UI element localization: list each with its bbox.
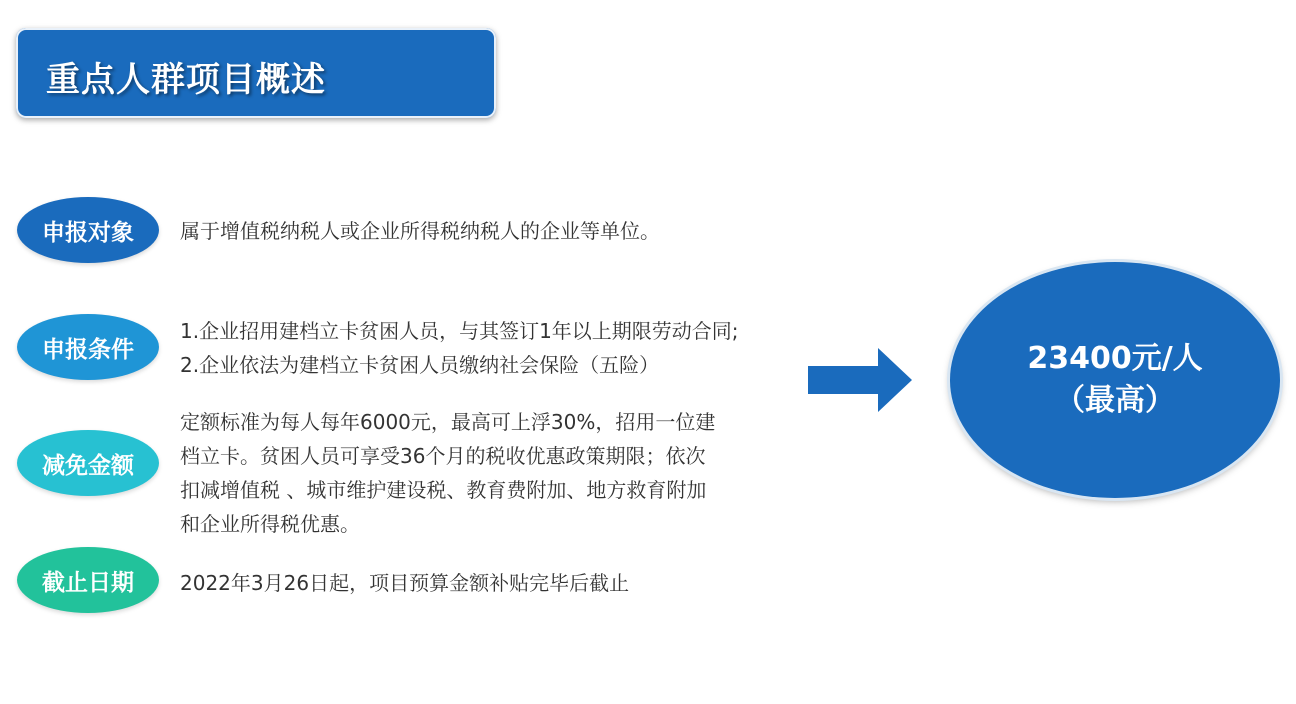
text-line: 档立卡。贫困人员可享受36个月的税收优惠政策期限；依次 — [180, 444, 706, 468]
text-line: 扣减增值税 、城市维护建设税、教育费附加、地方救育附加 — [180, 478, 707, 502]
text-line: 属于增值税纳税人或企业所得税纳税人的企业等单位。 — [180, 219, 660, 243]
label-deadline: 截止日期 — [17, 547, 159, 613]
label-apply-target: 申报对象 — [17, 197, 159, 263]
text-line: 定额标准为每人每年6000元，最高可上浮30%，招用一位建 — [180, 410, 716, 434]
max-amount-value: 23400元/人 — [1027, 341, 1203, 376]
text-line: 1.企业招用建档立卡贫困人员，与其签订1年以上期限劳动合同; — [180, 319, 739, 343]
max-amount-circle — [950, 262, 1280, 498]
max-amount-note: （最高） — [1055, 383, 1175, 418]
apply-conditions-text — [180, 314, 739, 382]
text-line: 2.企业依法为建档立卡贫困人员缴纳社会保险（五险） — [180, 353, 660, 377]
deadline-text — [180, 566, 629, 600]
right-arrow-icon — [808, 348, 914, 412]
title-banner — [16, 28, 496, 118]
reduction-amount-text — [180, 405, 715, 541]
label-reduction-amount: 减免金额 — [17, 430, 159, 496]
label-apply-conditions: 申报条件 — [17, 314, 159, 380]
text-line: 2022年3月26日起，项目预算金额补贴完毕后截止 — [180, 571, 630, 595]
text-line: 和企业所得税优惠。 — [180, 512, 360, 536]
apply-target-text — [180, 214, 660, 248]
page-title: 重点人群项目概述 — [46, 60, 326, 100]
